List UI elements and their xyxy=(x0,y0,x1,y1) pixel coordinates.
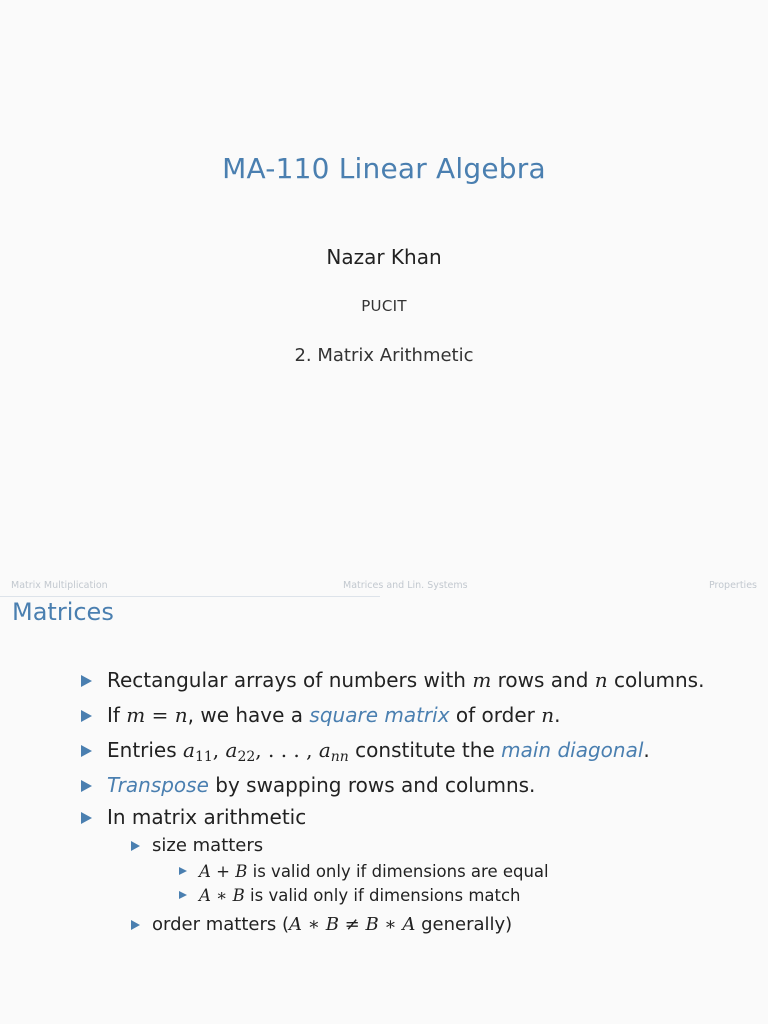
math-B: B xyxy=(325,914,339,935)
lecture-title: 2. Matrix Arithmetic xyxy=(294,345,474,366)
subscript: 11 xyxy=(194,749,213,765)
math-star: ∗ xyxy=(210,886,233,905)
bullet-triangle-icon xyxy=(179,891,187,899)
math-a: a xyxy=(183,738,195,762)
author-name: Nazar Khan xyxy=(326,245,442,269)
bullet-transpose xyxy=(107,773,535,797)
math-n: n xyxy=(594,668,608,692)
text: is valid only if dimensions match xyxy=(244,886,521,905)
math-B: B xyxy=(232,886,245,905)
text: If xyxy=(107,703,127,727)
bullet-triangle-icon xyxy=(131,841,140,851)
subbullet-order-matters xyxy=(152,914,512,935)
nav-section-matrix-multiplication[interactable]: Matrix Multiplication xyxy=(11,580,108,591)
text: by swapping rows and columns. xyxy=(208,773,536,797)
subscript: 22 xyxy=(237,749,256,765)
math-B: B xyxy=(365,914,379,935)
text: . xyxy=(554,703,561,727)
bullet-triangle-icon xyxy=(81,675,92,687)
math-a: a xyxy=(225,738,238,762)
math-n: n xyxy=(174,703,188,727)
text: of order xyxy=(449,703,542,727)
subsubbullet-addition xyxy=(199,862,549,881)
math-star: ∗ xyxy=(302,914,326,935)
highlight-square-matrix: square matrix xyxy=(309,703,450,727)
math-A: A xyxy=(199,886,211,905)
math-m: m xyxy=(472,668,492,692)
bullet-triangle-icon xyxy=(81,745,92,757)
bullet-triangle-icon xyxy=(81,710,92,722)
highlight-main-diagonal: main diagonal xyxy=(501,738,644,762)
text: is valid only if dimensions are equal xyxy=(247,862,549,881)
text: rows and xyxy=(491,668,595,692)
math-A: A xyxy=(289,914,302,935)
nav-divider xyxy=(0,596,380,597)
math-comma: , xyxy=(212,738,226,762)
bullet-rectangular-arrays xyxy=(107,668,704,692)
bullet-main-diagonal xyxy=(107,738,650,765)
math-plus: + xyxy=(210,862,236,881)
text: In matrix arithmetic xyxy=(107,805,307,829)
bullet-triangle-icon xyxy=(131,920,140,930)
text: , we have a xyxy=(187,703,310,727)
text: size matters xyxy=(152,835,264,856)
subbullet-size-matters xyxy=(152,835,263,856)
bullet-triangle-icon xyxy=(179,867,187,875)
nav-section-matrices-lin-systems[interactable]: Matrices and Lin. Systems xyxy=(343,580,468,591)
bullet-triangle-icon xyxy=(81,812,92,824)
math-a: a xyxy=(318,738,331,762)
text: Entries xyxy=(107,738,184,762)
bullet-matrix-arithmetic xyxy=(107,805,306,829)
nav-section-properties[interactable]: Properties xyxy=(708,580,757,591)
institution: PUCIT xyxy=(361,297,407,315)
math-B: B xyxy=(235,862,248,881)
math-A: A xyxy=(199,862,211,881)
presentation-title: MA-110 Linear Algebra xyxy=(222,152,546,185)
subscript: nn xyxy=(330,749,349,765)
bullet-square-matrix xyxy=(107,703,561,727)
math-n: n xyxy=(541,703,555,727)
math-not-equal: ≠ xyxy=(338,914,366,935)
subsubbullet-multiplication xyxy=(199,886,521,905)
text: generally) xyxy=(415,914,513,935)
bullet-triangle-icon xyxy=(81,780,92,792)
frame-title: Matrices xyxy=(12,598,114,626)
text: Rectangular arrays of numbers with xyxy=(107,668,473,692)
math-m: m xyxy=(126,703,146,727)
text: columns. xyxy=(607,668,705,692)
math-ellipsis: , . . . , xyxy=(255,738,319,762)
text: order matters ( xyxy=(152,914,289,935)
math-star: ∗ xyxy=(378,914,403,935)
text: . xyxy=(643,738,650,762)
section-navigation xyxy=(0,578,768,596)
math-equals: = xyxy=(145,703,175,727)
highlight-transpose: Transpose xyxy=(107,773,209,797)
math-A: A xyxy=(402,914,416,935)
text: constitute the xyxy=(348,738,502,762)
